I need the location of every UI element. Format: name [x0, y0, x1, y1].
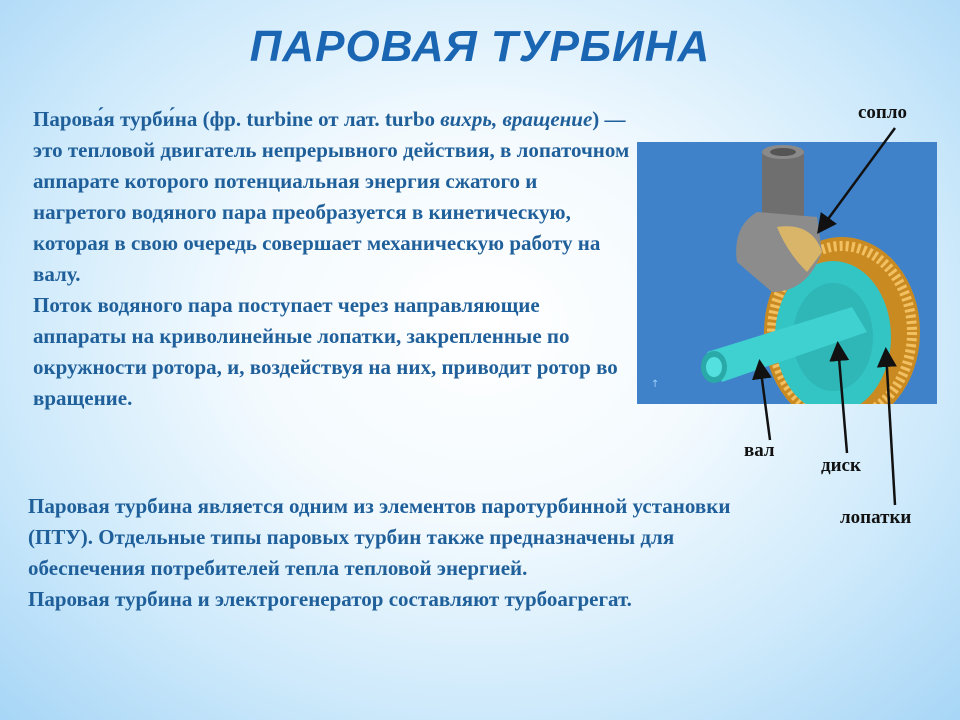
arrow-disk: [838, 346, 847, 453]
label-nozzle: сопло: [858, 102, 908, 123]
intro-body-1: ) — это тепловой двигатель непрерывного действия, в лопаточном аппарате которого потенциальная энергия сжатого и нагретого водяного пара преобразуется в кинетическую, которая в свою очередь совершает механическую работу на валу.: [33, 107, 630, 286]
arrow-lopatki: [886, 352, 895, 505]
label-shaft: вал: [744, 440, 775, 461]
outro-text-2: Паровая турбина и электрогенератор составляют турбоагрегат.: [28, 587, 632, 611]
intro-term: Парова́я турби́на: [33, 107, 198, 131]
intro-etymology-italic: вихрь, вращение: [440, 107, 593, 131]
outro-text-1: Паровая турбина является одним из элементов паротурбинной установки (ПТУ). Отдельные типы паровых турбин также предназначены для обеспечения потребителей тепла тепловой энергией.: [28, 494, 731, 580]
arrow-soplo: [820, 128, 895, 230]
intro-etymology-open: (фр. turbine от лат. turbo: [197, 107, 441, 131]
label-disk: диск: [821, 455, 861, 476]
svg-text:↑: ↑: [651, 379, 660, 390]
arrow-val: [760, 364, 770, 440]
label-blades: лопатки: [840, 507, 912, 528]
page-title: ПАРОВАЯ ТУРБИНА: [249, 22, 711, 71]
intro-body-2: Поток водяного пара поступает через направляющие аппараты на криволинейные лопатки, закрепленные по окружности ротора, и, воздействуя на них, приводит ротор во вращение.: [33, 293, 618, 410]
